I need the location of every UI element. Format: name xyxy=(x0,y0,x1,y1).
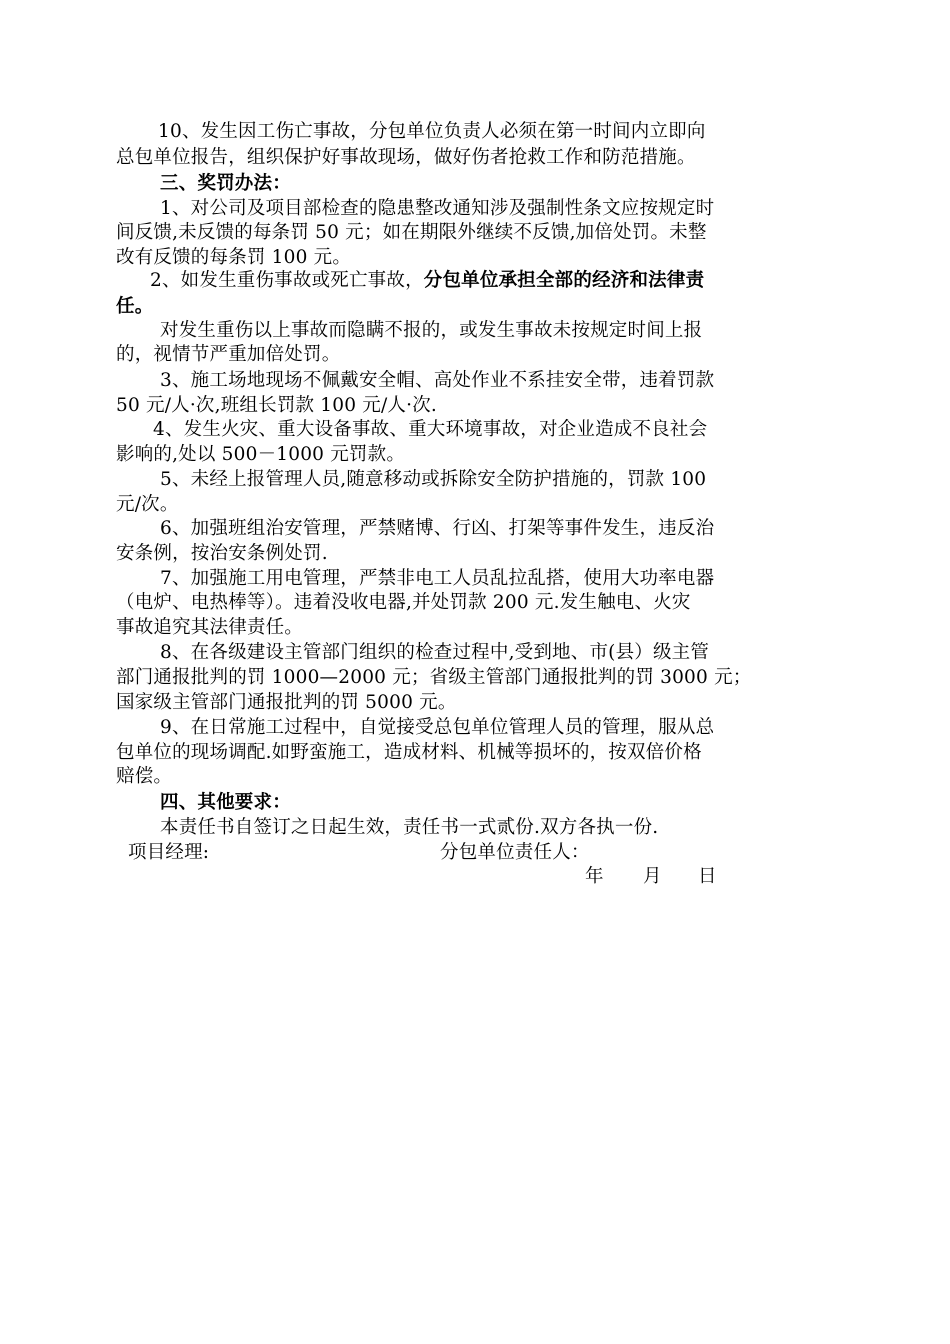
item2-line1-bold: 分包单位承担全部的经济和法律责 xyxy=(423,270,705,291)
item2b-line2: 的，视情节严重加倍处罚。 xyxy=(116,344,341,365)
item4-line1: 4、发生火灾、重大设备事故、重大环境事故，对企业造成不良社会 xyxy=(153,419,708,440)
item2-line1-normal: 2、如发生重伤事故或死亡事故， xyxy=(150,270,424,291)
section3-heading: 三、奖罚办法： xyxy=(160,173,291,194)
item9-line2: 包单位的现场调配.如野蛮施工，造成材料、机械等损坏的，按双倍价格 xyxy=(116,742,702,763)
item2-line1 xyxy=(150,268,704,294)
project-manager-label: 项目经理: xyxy=(128,842,210,863)
item1-line3: 改有反馈的每条罚 100 元。 xyxy=(116,247,352,268)
item8-line3: 国家级主管部门通报批判的罚 5000 元。 xyxy=(116,692,457,713)
item6-line2: 安条例，按治安条例处罚. xyxy=(116,543,328,564)
para10-line2: 总包单位报告，组织保护好事故现场，做好伤者抢救工作和防范措施。 xyxy=(116,147,696,168)
section4-heading: 四、其他要求： xyxy=(160,792,291,813)
item4-line2: 影响的,处以 500－1000 元罚款。 xyxy=(116,444,406,465)
item5-line1: 5、未经上报管理人员,随意移动或拆除安全防护措施的，罚款 100 xyxy=(160,469,707,490)
item8-line1: 8、在各级建设主管部门组织的检查过程中,受到地、市(县）级主管 xyxy=(160,642,710,663)
item9-line3: 赔偿。 xyxy=(116,766,173,787)
date-month: 月 xyxy=(643,866,662,887)
item7-line1: 7、加强施工用电管理，严禁非电工人员乱拉乱搭，使用大功率电器 xyxy=(160,568,715,589)
subcontractor-label: 分包单位责任人： xyxy=(440,842,590,863)
item9-line1: 9、在日常施工过程中，自觉接受总包单位管理人员的管理，服从总 xyxy=(160,717,715,738)
item7-line3: 事故追究其法律责任。 xyxy=(116,617,304,638)
para10-line1: 10、发生因工伤亡事故，分包单位负责人必须在第一时间内立即向 xyxy=(158,121,706,142)
date-year: 年 xyxy=(585,866,604,887)
item2b-line1: 对发生重伤以上事故而隐瞒不报的，或发生事故未按规定时间上报 xyxy=(160,320,703,341)
item3-line1: 3、施工场地现场不佩戴安全帽、高处作业不系挂安全带，违着罚款 xyxy=(160,370,715,391)
item1-line1: 1、对公司及项目部检查的隐患整改通知涉及强制性条文应按规定时 xyxy=(160,198,715,219)
item7-line2: （电炉、电热棒等）。违着没收电器,并处罚款 200 元.发生触电、火灾 xyxy=(116,592,691,613)
item8-line2: 部门通报批判的罚 1000—2000 元；省级主管部门通报批判的罚 3000 元； xyxy=(116,667,752,688)
item5-line2: 元/次。 xyxy=(116,494,179,515)
item1-line2: 间反馈,未反馈的每条罚 50 元；如在期限外继续不反馈,加倍处罚。未整 xyxy=(116,222,707,243)
item3-line2: 50 元/人·次,班组长罚款 100 元/人·次. xyxy=(116,395,437,416)
item2-line2: 任。 xyxy=(116,296,154,317)
closing-text: 本责任书自签订之日起生效，责任书一式贰份.双方各执一份. xyxy=(160,817,659,838)
item6-line1: 6、加强班组治安管理，严禁赌博、行凶、打架等事件发生，违反治 xyxy=(160,518,715,539)
date-day: 日 xyxy=(698,866,717,887)
